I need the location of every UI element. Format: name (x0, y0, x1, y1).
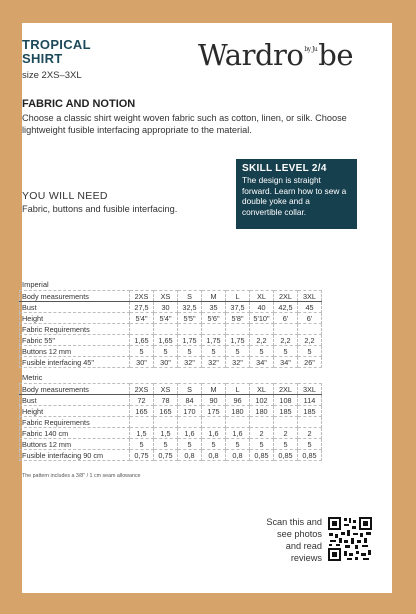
row-label: Fabric Requirements (20, 324, 130, 335)
table-cell: 40 (250, 302, 274, 313)
table-cell: 6' (274, 313, 298, 324)
imperial-table (19, 290, 322, 368)
title-line-1: TROPICAL (22, 37, 91, 52)
brand-text-post: be (318, 38, 353, 72)
scan-line: and read (285, 541, 322, 551)
table-cell: 2,2 (274, 335, 298, 346)
brand-text-small: by Ju (304, 46, 318, 53)
table-cell: L (226, 291, 250, 302)
table-row (20, 357, 322, 368)
table-row (20, 406, 322, 417)
row-label: Body measurements (20, 384, 130, 395)
metric-table (19, 383, 322, 461)
table-cell: 5 (202, 439, 226, 450)
table-cell: 78 (154, 395, 178, 406)
row-label: Fabric 140 cm (20, 428, 130, 439)
table-row (20, 395, 322, 406)
row-label: Fabric 55" (20, 335, 130, 346)
table-row (20, 346, 322, 357)
table-cell: 35 (202, 302, 226, 313)
table-cell: 5 (154, 439, 178, 450)
table-cell: 1,75 (202, 335, 226, 346)
table-cell: 42,5 (274, 302, 298, 313)
table-cell: 2,2 (298, 335, 322, 346)
table-cell: 5 (226, 346, 250, 357)
table-cell (130, 417, 154, 428)
table-cell: 72 (130, 395, 154, 406)
table-cell: S (178, 384, 202, 395)
imperial-label: Imperial (22, 280, 49, 289)
table-row (20, 324, 322, 335)
fabric-text: Choose a classic shirt weight woven fabric such as cotton, linen, or silk. Choose lightweight fusible interfacing appropriate to the material. (22, 113, 347, 135)
table-cell: 5 (226, 439, 250, 450)
table-cell: 3XL (298, 384, 322, 395)
table-cell (226, 417, 250, 428)
table-cell: 0,75 (154, 450, 178, 461)
table-cell: 0,85 (250, 450, 274, 461)
table-cell: 1,5 (154, 428, 178, 439)
table-cell (250, 417, 274, 428)
table-cell: 5 (250, 346, 274, 357)
table-cell: 1,6 (178, 428, 202, 439)
table-cell: L (226, 384, 250, 395)
table-cell: 0,85 (274, 450, 298, 461)
table-cell: 34" (250, 357, 274, 368)
table-row (20, 439, 322, 450)
table-cell: 5 (298, 439, 322, 450)
table-cell: 84 (178, 395, 202, 406)
scan-line: reviews (290, 553, 322, 563)
table-cell: 1,75 (226, 335, 250, 346)
table-cell: 30" (154, 357, 178, 368)
table-cell: 30 (154, 302, 178, 313)
table-cell: 5 (298, 346, 322, 357)
need-text: Fabric, buttons and fusible interfacing. (22, 204, 178, 214)
table-cell: 27,5 (130, 302, 154, 313)
row-label: Buttons 12 mm (20, 346, 130, 357)
table-cell: 5'5" (178, 313, 202, 324)
table-cell: 2 (250, 428, 274, 439)
table-cell: 5 (274, 439, 298, 450)
row-label: Fusible interfacing 45" (20, 357, 130, 368)
table-cell: XS (154, 384, 178, 395)
skill-text: The design is straight forward. Learn how to sew a double yoke and a convertible collar. (242, 175, 347, 217)
table-cell (130, 324, 154, 335)
table-cell (274, 324, 298, 335)
row-label: Buttons 12 mm (20, 439, 130, 450)
table-row (20, 313, 322, 324)
scan-line: Scan this and (266, 517, 322, 527)
table-cell: 2,2 (250, 335, 274, 346)
table-cell: 32,5 (178, 302, 202, 313)
row-label: Height (20, 313, 130, 324)
table-cell: 170 (178, 406, 202, 417)
table-cell: S (178, 291, 202, 302)
row-label: Fabric Requirements (20, 417, 130, 428)
table-cell: 175 (202, 406, 226, 417)
table-row (20, 417, 322, 428)
table-cell (178, 324, 202, 335)
table-cell: 5 (178, 439, 202, 450)
table-cell: 5 (178, 346, 202, 357)
table-cell: 185 (298, 406, 322, 417)
pattern-title (22, 38, 91, 66)
fabric-heading: FABRIC AND NOTION (22, 98, 136, 110)
table-row (20, 450, 322, 461)
table-cell: 102 (250, 395, 274, 406)
table-cell: 32" (202, 357, 226, 368)
need-heading: YOU WILL NEED (22, 190, 108, 202)
size-range: size 2XS–3XL (22, 70, 82, 81)
table-cell: 5'6" (202, 313, 226, 324)
table-cell: 5'4" (130, 313, 154, 324)
scan-text (248, 516, 322, 564)
table-cell (250, 324, 274, 335)
table-cell: XS (154, 291, 178, 302)
table-cell: 1,75 (178, 335, 202, 346)
table-row (20, 384, 322, 395)
table-cell: 37,5 (226, 302, 250, 313)
table-cell: 5 (274, 346, 298, 357)
table-cell (298, 417, 322, 428)
table-cell: 165 (130, 406, 154, 417)
skill-box (236, 159, 357, 229)
table-cell: 1,6 (226, 428, 250, 439)
table-cell (274, 417, 298, 428)
table-cell: 0,75 (130, 450, 154, 461)
table-cell (226, 324, 250, 335)
table-cell: 114 (298, 395, 322, 406)
table-cell (154, 324, 178, 335)
table-cell: 2XS (130, 291, 154, 302)
metric-label: Metric (22, 373, 43, 382)
table-cell: 6' (298, 313, 322, 324)
title-line-2: SHIRT (22, 51, 63, 66)
table-cell: 5'4" (154, 313, 178, 324)
table-cell: 3XL (298, 291, 322, 302)
table-cell: 90 (202, 395, 226, 406)
table-cell: 45 (298, 302, 322, 313)
table-cell: 5'10" (250, 313, 274, 324)
table-cell: 2XS (130, 384, 154, 395)
table-cell: XL (250, 291, 274, 302)
table-cell: M (202, 291, 226, 302)
table-cell: 5 (154, 346, 178, 357)
table-cell: 5 (202, 346, 226, 357)
table-cell: 34" (274, 357, 298, 368)
table-cell: 5 (250, 439, 274, 450)
table-cell: 26" (298, 357, 322, 368)
table-cell: 165 (154, 406, 178, 417)
brand-text-pre: Wardro (198, 38, 304, 72)
table-cell (154, 417, 178, 428)
table-cell: 0,8 (226, 450, 250, 461)
table-cell: 96 (226, 395, 250, 406)
table-row (20, 428, 322, 439)
table-cell: 1,6 (202, 428, 226, 439)
scan-line: see photos (277, 529, 322, 539)
brand-logo (198, 38, 353, 72)
table-row (20, 335, 322, 346)
table-cell: 185 (274, 406, 298, 417)
table-cell: 0,8 (202, 450, 226, 461)
table-cell: 5'8" (226, 313, 250, 324)
skill-heading: SKILL LEVEL 2/4 (242, 163, 327, 174)
table-cell: 108 (274, 395, 298, 406)
table-cell: 1,5 (130, 428, 154, 439)
table-cell: 2XL (274, 384, 298, 395)
table-cell: 0,85 (298, 450, 322, 461)
table-cell: 5 (130, 346, 154, 357)
table-cell: 2XL (274, 291, 298, 302)
table-cell: 32" (226, 357, 250, 368)
seam-allowance-note: The pattern includes a 3/8" / 1 cm seam allowance (22, 473, 141, 479)
table-cell (202, 417, 226, 428)
table-cell: 2 (298, 428, 322, 439)
table-cell: 180 (250, 406, 274, 417)
table-cell: 0,8 (178, 450, 202, 461)
table-cell: 1,65 (130, 335, 154, 346)
table-cell: 5 (130, 439, 154, 450)
table-cell (178, 417, 202, 428)
table-cell: 2 (274, 428, 298, 439)
qr-code-icon[interactable] (327, 516, 373, 562)
table-cell (202, 324, 226, 335)
row-label: Body measurements (20, 291, 130, 302)
table-cell: 180 (226, 406, 250, 417)
table-cell (298, 324, 322, 335)
row-label: Height (20, 406, 130, 417)
table-cell: XL (250, 384, 274, 395)
row-label: Fusible interfacing 90 cm (20, 450, 130, 461)
table-row (20, 302, 322, 313)
table-cell: 32" (178, 357, 202, 368)
table-cell: M (202, 384, 226, 395)
table-cell: 1,65 (154, 335, 178, 346)
table-row (20, 291, 322, 302)
row-label: Bust (20, 302, 130, 313)
table-cell: 30" (130, 357, 154, 368)
row-label: Bust (20, 395, 130, 406)
